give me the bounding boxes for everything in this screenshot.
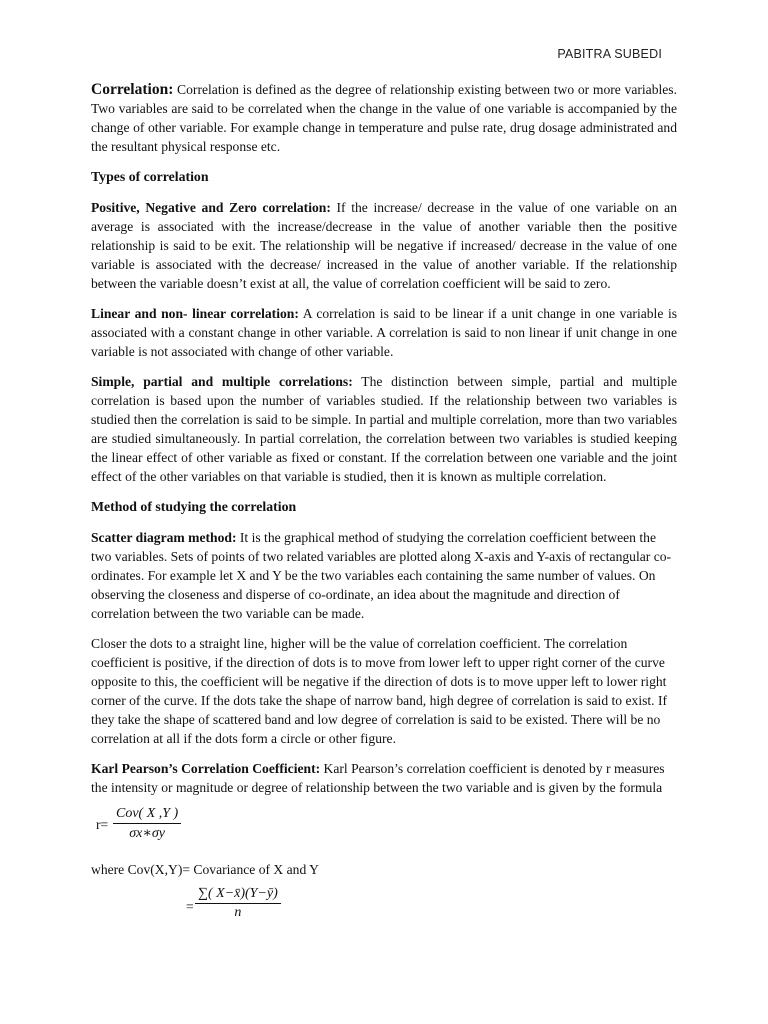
formula-numerator: Cov( X ,Y ) — [116, 806, 179, 821]
type-term: Positive, Negative and Zero correlation: — [91, 200, 331, 215]
type-linear-nonlinear — [91, 304, 677, 361]
formula-denominator: σx∗σy — [129, 826, 165, 841]
covariance-numerator: ∑( X−x̄)(Y−ȳ) — [198, 886, 278, 901]
pearson-text: Karl Pearson’s correlation coefficient is denoted by r measures the intensity or magnitude or degree of relationship between the two variable and is given by the formula — [91, 761, 665, 795]
scatter-term: Scatter diagram method: — [91, 530, 237, 545]
method-heading: Method of studying the correlation — [91, 499, 297, 514]
type-simple-partial-multiple — [91, 372, 677, 486]
covariance-denominator: n — [234, 905, 242, 920]
closer-paragraph: Closer the dots to a straight line, higher will be the value of correlation coefficient. The correlation coefficient is positive, if the direction of dots is to move from lower left to upper right corner of the curve opposite to this, the coefficient will be negative if the direction of dots is to move upper left to lower right corner of the curve. If the dots take the shape of narrow band, high degree of correlation is said to exist. If they take the shape of scattered band and low degree of correlation is said to be existed. There will be no correlation at all if the dots form a circle or other figure. — [91, 636, 668, 746]
intro-paragraph — [91, 80, 677, 156]
pearson-paragraph — [91, 759, 677, 797]
type-term: Linear and non- linear correlation: — [91, 306, 299, 321]
correlation-term: Correlation: — [91, 81, 174, 98]
scatter-paragraph — [91, 528, 677, 623]
formula-lhs: r= — [96, 817, 109, 832]
covariance-fraction — [195, 886, 281, 921]
type-term: Simple, partial and multiple correlations: — [91, 374, 353, 389]
document-body — [91, 80, 677, 929]
type-text: The distinction between simple, partial and multiple correlation is based upon the number of variables studied. If the relationship between two variables is studied then the correlation is said to be simple. In partial and multiple correlation, more than two variables are studied simultaneously. In partial correlation, the correlation between two variables is studied keeping the linear effect of other variable as fixed or constant. If the correlation between one variable and the joint effect of the other variables on that variable is studied, then it is known as multiple correlation. — [91, 374, 678, 484]
types-heading: Types of correlation — [91, 169, 209, 184]
type-text: If the increase/ decrease in the value of one variable on an average is associated with the increase/decrease in the value of another variable then the positive relationship is said to be exit. The relationship will be negative if increased/ decrease in the value of one variable is associated with the decrease/ increased in the value of another variable. If the relationship between the variable doesn’t exist at all, the value of correlation coefficient will be said to zero. — [91, 200, 678, 291]
pearson-term: Karl Pearson’s Correlation Coefficient: — [91, 761, 321, 776]
covariance-definition: where Cov(X,Y)= Covariance of X and Y — [91, 862, 319, 877]
type-positive-negative-zero — [91, 198, 677, 293]
pearson-formula — [91, 808, 677, 852]
scatter-text: It is the graphical method of studying the correlation coefficient between the two variables. Sets of points of two related variables are plotted along X-axis and Y-axis of rectangular co-ordinates. For example let X and Y be the two variables each containing the same number of values. On observing the closeness and disperse of co-ordinate, an idea about the magnitude and direction of correlation between the two variable can be made. — [91, 530, 672, 621]
covariance-formula — [91, 886, 677, 929]
covariance-equals: = — [186, 899, 194, 914]
formula-fraction — [113, 806, 181, 842]
intro-text: Correlation is defined as the degree of relationship existing between two or more variables. Two variables are said to be correlated when the change in the value of one variable is accompanied by the change of other variable. For example change in temperature and pulse rate, drug dosage administrated and the resultant physical response etc. — [91, 82, 677, 154]
author-header: PABITRA SUBEDI — [557, 47, 662, 61]
type-text: A correlation is said to be linear if a unit change in one variable is associated with a constant change in other variable. A correlation is said to non linear if unit change in one variable is not associated with change of other variable. — [91, 306, 678, 359]
